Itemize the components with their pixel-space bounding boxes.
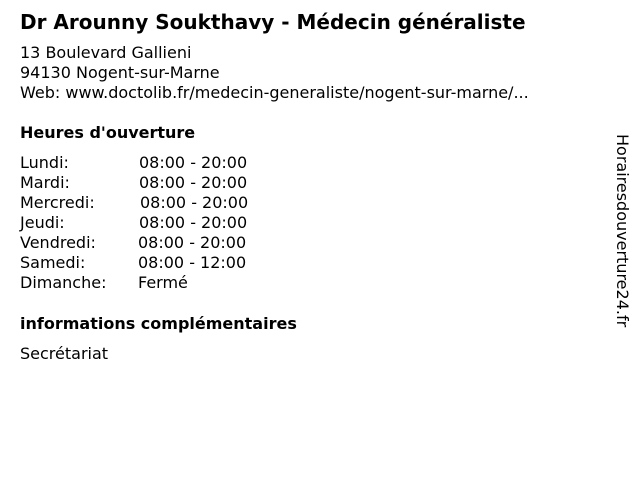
page-title: Dr Arounny Soukthavy - Médecin généraliste (20, 10, 526, 34)
address-street: 13 Boulevard Gallieni (20, 43, 192, 62)
day-label: Samedi: (20, 253, 86, 272)
time-value: 08:00 - 20:00 (138, 233, 247, 252)
brand-watermark: Horairesdouverture24.fr (613, 134, 632, 328)
hours-row-mercredi (20, 193, 320, 213)
time-value: 08:00 - 20:00 (139, 153, 248, 172)
hours-row-vendredi (20, 233, 320, 253)
address-web-link[interactable]: Web: www.doctolib.fr/medecin-generaliste/nogent-sur-marne/... (20, 83, 529, 102)
time-value: 08:00 - 20:00 (140, 193, 249, 212)
hours-row-mardi (20, 173, 320, 193)
time-value: 08:00 - 12:00 (138, 253, 247, 272)
day-label: Dimanche: (20, 273, 107, 292)
day-label: Lundi: (20, 153, 69, 172)
hours-table (20, 153, 320, 293)
hours-row-samedi (20, 253, 320, 273)
info-heading: informations complémentaires (20, 314, 297, 333)
day-label: Jeudi: (20, 213, 65, 232)
time-value: 08:00 - 20:00 (139, 173, 248, 192)
day-label: Mercredi: (20, 193, 95, 212)
day-label: Mardi: (20, 173, 70, 192)
hours-row-dimanche (20, 273, 320, 293)
info-text: Secrétariat (20, 344, 109, 363)
day-label: Vendredi: (20, 233, 96, 252)
time-value: 08:00 - 20:00 (139, 213, 248, 232)
hours-heading: Heures d'ouverture (20, 123, 196, 142)
hours-row-lundi (20, 153, 320, 173)
address-city: 94130 Nogent-sur-Marne (20, 63, 220, 82)
hours-row-jeudi (20, 213, 320, 233)
time-value: Fermé (138, 273, 188, 292)
